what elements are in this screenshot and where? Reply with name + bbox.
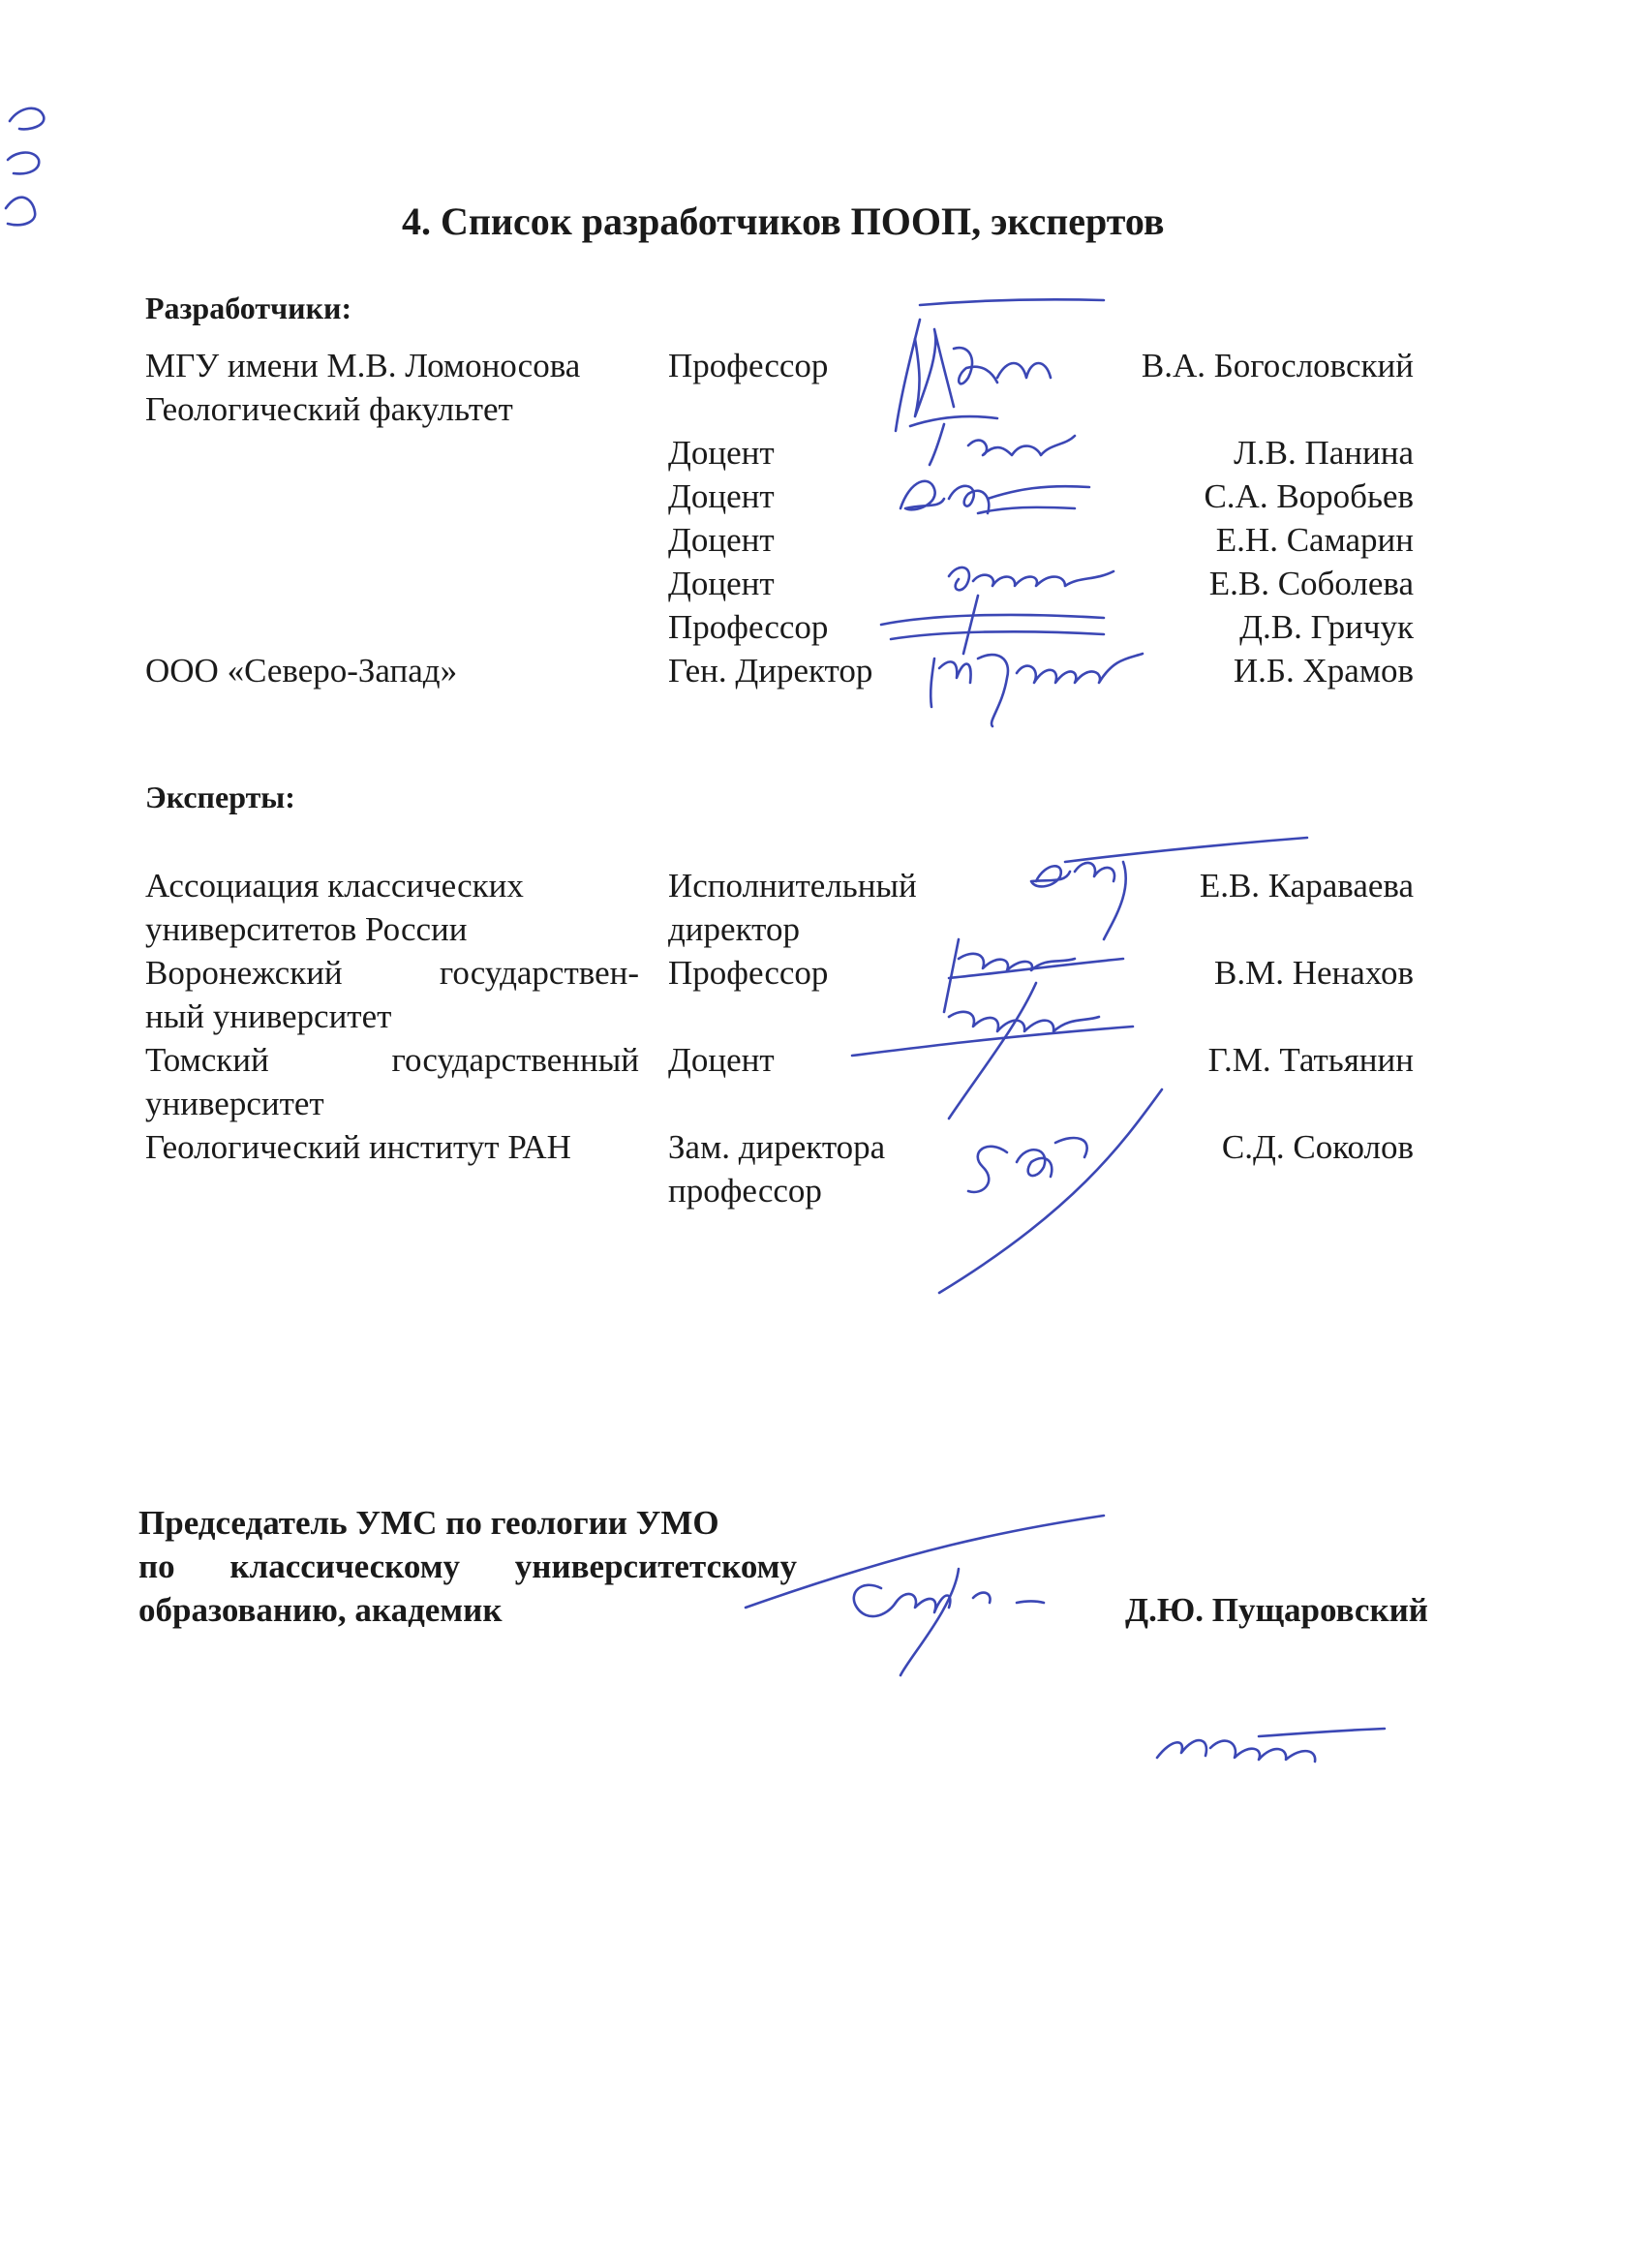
margin-note-handwriting (0, 92, 58, 237)
developer-name: С.А. Воробьев (1204, 477, 1414, 515)
expert-position: Профессор (668, 954, 829, 992)
developer-position: Доцент (668, 477, 775, 515)
chairman-title-line: Председатель УМС по геологии УМО (138, 1504, 719, 1542)
developer-name: Д.В. Гричук (1239, 608, 1414, 646)
expert-organization-line: Ассоциация классических (145, 867, 524, 904)
signature-sokolov (930, 1085, 1181, 1298)
expert-name: С.Д. Соколов (1221, 1128, 1414, 1166)
expert-position-line: Исполнительный (668, 867, 917, 904)
chairman-title-line: образованию, академик (138, 1591, 503, 1629)
expert-position-line: профессор (668, 1172, 822, 1210)
developer-position: Доцент (668, 434, 775, 472)
expert-position (668, 864, 917, 951)
developer-organization (145, 344, 580, 431)
expert-position (668, 1125, 885, 1212)
signature-mark-bottom (1143, 1719, 1394, 1777)
developer-position: Доцент (668, 521, 775, 559)
expert-position-line: директор (668, 910, 800, 948)
expert-organization (145, 951, 639, 1038)
developer-organization: ООО «Северо-Запад» (145, 652, 458, 690)
expert-position: Доцент (668, 1041, 775, 1079)
expert-organization (145, 1038, 639, 1125)
chairman-name: Д.Ю. Пущаровский (1125, 1591, 1428, 1629)
expert-organization (145, 864, 639, 951)
expert-organization-line: университет (145, 1085, 324, 1122)
developer-organization-line: Геологический факультет (145, 390, 513, 428)
experts-heading: Эксперты: (145, 780, 295, 814)
expert-name: В.М. Ненахов (1214, 954, 1414, 992)
chairman-title (138, 1501, 797, 1632)
expert-position-line: Зам. директора (668, 1128, 886, 1166)
expert-organization: Геологический институт РАН (145, 1128, 571, 1166)
expert-organization-line: Воронежский государствен- (145, 954, 639, 992)
signature-pushcharovsky (736, 1511, 1123, 1685)
signature-vorobiev (891, 460, 1104, 528)
developer-position: Профессор (668, 608, 829, 646)
developer-name: Е.В. Соболева (1208, 565, 1414, 602)
developer-position: Доцент (668, 565, 775, 602)
signature-khramov (920, 629, 1191, 726)
developer-position: Ген. Директор (668, 652, 873, 690)
developer-name: Л.В. Панина (1234, 434, 1414, 472)
developer-name: И.Б. Храмов (1233, 652, 1414, 690)
developer-organization-line: МГУ имени М.В. Ломоносова (145, 347, 581, 384)
developers-heading: Разработчики: (145, 291, 352, 325)
page-title: 4. Список разработчиков ПООП, экспертов (402, 199, 1165, 243)
expert-name: Г.М. Татьянин (1207, 1041, 1414, 1079)
expert-organization-line: Томский государственный (145, 1041, 639, 1079)
developer-name: Е.Н. Самарин (1215, 521, 1414, 559)
expert-name: Е.В. Караваева (1199, 867, 1414, 904)
expert-organization-line: университетов России (145, 910, 468, 948)
developer-position: Профессор (668, 347, 829, 384)
expert-organization-line: ный университет (145, 997, 392, 1035)
developer-name: В.А. Богословский (1141, 347, 1414, 384)
chairman-title-line: по классическому университетскому (138, 1548, 797, 1585)
